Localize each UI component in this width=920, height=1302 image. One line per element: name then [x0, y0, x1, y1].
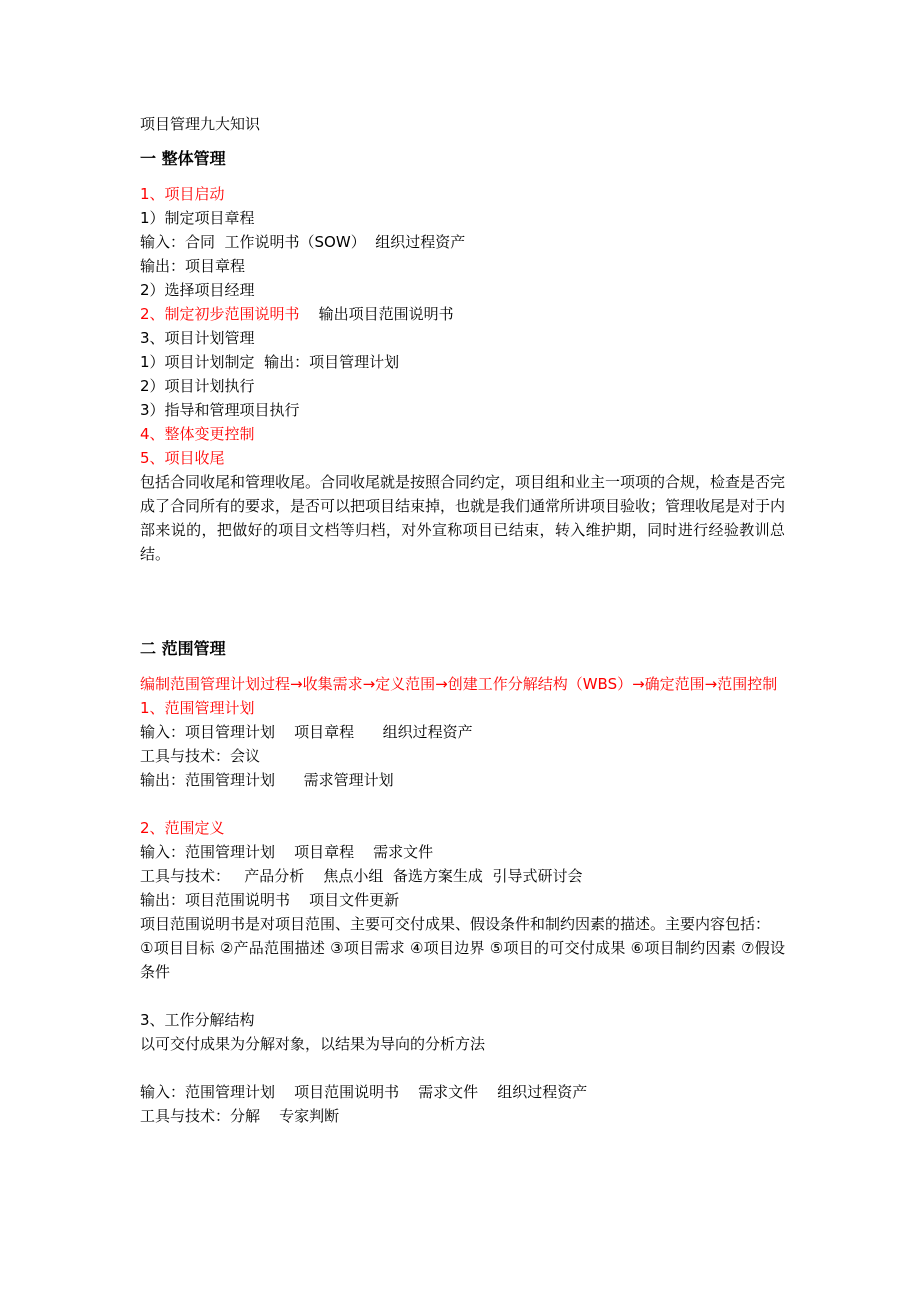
wbs-description: 以可交付成果为分解对象，以结果为导向的分析方法 — [140, 1035, 486, 1053]
subsection-title-scope-plan: 1、范围管理计划 — [140, 699, 255, 717]
section-heading-scope: 二 范围管理 — [140, 639, 226, 658]
section-heading-integration: 一 整体管理 — [140, 149, 226, 168]
preliminary-scope-output: 输出项目范围说明书 — [299, 305, 454, 323]
scope-statement-items: ①项目目标 ②产品范围描述 ③项目需求 ④项目边界 ⑤项目的可交付成果 ⑥项目制约因素 ⑦假设条件 — [140, 939, 785, 981]
subsection-title-scope-define: 2、范围定义 — [140, 819, 225, 837]
subsection-title-preliminary-scope: 2、制定初步范围说明书 — [140, 305, 300, 323]
item-charter: 1）制定项目章程 — [140, 209, 255, 227]
scope-define-tools: 工具与技术： 产品分析 焦点小组 备选方案生成 引导式研讨会 — [140, 867, 583, 885]
subsection-title-wbs: 3、工作分解结构 — [140, 1011, 255, 1029]
document-title: 项目管理九大知识 — [140, 115, 261, 133]
scope-define-input: 输入：范围管理计划 项目章程 需求文件 — [140, 843, 434, 861]
scope-process-flow: 编制范围管理计划过程→收集需求→定义范围→创建工作分解结构（WBS）→确定范围→范围控制 — [140, 675, 778, 693]
scope-plan-tools: 工具与技术：会议 — [140, 747, 261, 765]
wbs-tools: 工具与技术：分解 专家判断 — [140, 1107, 340, 1125]
subsection-title-closing: 5、项目收尾 — [140, 449, 225, 467]
item-plan-develop: 1）项目计划制定 输出：项目管理计划 — [140, 353, 400, 371]
scope-plan-output: 输出：范围管理计划 需求管理计划 — [140, 771, 394, 789]
preliminary-scope-line — [140, 302, 785, 326]
wbs-input: 输入：范围管理计划 项目范围说明书 需求文件 组织过程资产 — [140, 1083, 588, 1101]
scope-statement-description: 项目范围说明书是对项目范围、主要可交付成果、假设条件和制约因素的描述。主要内容包括： — [140, 915, 771, 933]
item-plan-execute: 2）项目计划执行 — [140, 377, 255, 395]
subsection-title-plan-management: 3、项目计划管理 — [140, 329, 255, 347]
item-direct-manage: 3）指导和管理项目执行 — [140, 401, 300, 419]
document-page — [140, 112, 785, 1128]
charter-input: 输入：合同 工作说明书（SOW） 组织过程资产 — [140, 233, 466, 251]
subsection-title-project-start: 1、项目启动 — [140, 185, 225, 203]
charter-output: 输出：项目章程 — [140, 257, 246, 275]
item-select-pm: 2）选择项目经理 — [140, 281, 255, 299]
scope-plan-input: 输入：项目管理计划 项目章程 组织过程资产 — [140, 723, 473, 741]
closing-description: 包括合同收尾和管理收尾。合同收尾就是按照合同约定，项目组和业主一项项的合规，检查是否完成了合同所有的要求，是否可以把项目结束掉，也就是我们通常所讲项目验收；管理收尾是对于内部来说的，把做好的项目文档等归档，对外宣称项目已结束，转入维护期，同时进行经验教训总结。 — [140, 473, 786, 563]
scope-define-output: 输出：项目范围说明书 项目文件更新 — [140, 891, 400, 909]
subsection-title-change-control: 4、整体变更控制 — [140, 425, 255, 443]
